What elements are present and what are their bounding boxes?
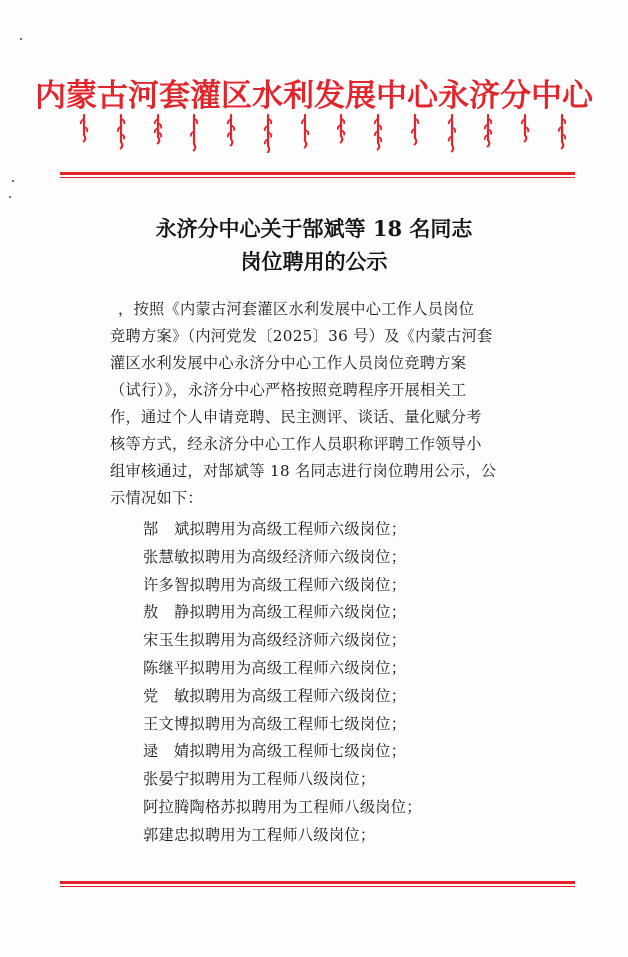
mongolian-word-glyph	[409, 113, 421, 153]
appointment-item: 阿拉腾陶格苏拟聘用为工程师八级岗位；	[143, 797, 422, 816]
appointment-item: 王文博拟聘用为高级工程师七级岗位；	[143, 714, 407, 733]
appointment-item: 党 敏拟聘用为高级工程师六级岗位；	[143, 686, 407, 705]
body-line: 组审核通过，对郜斌等 18 名同志进行岗位聘用公示，公	[110, 462, 497, 480]
mongolian-script-line	[78, 113, 568, 157]
body-line: 示情况如下：	[110, 489, 203, 507]
body-line: （试行）》，永济分中心严格按照竞聘程序开展相关工	[110, 381, 467, 399]
mongolian-word-glyph	[556, 113, 568, 153]
appointment-item: 张慧敏拟聘用为高级经济师六级岗位；	[143, 547, 407, 566]
appointment-item: 许多智拟聘用为高级工程师六级岗位；	[143, 575, 407, 594]
mongolian-word-glyph	[335, 113, 347, 153]
appointment-item: 宋玉生拟聘用为高级经济师六级岗位；	[143, 631, 407, 650]
mongolian-word-glyph	[262, 113, 274, 153]
mongolian-word-glyph	[225, 113, 237, 153]
mongolian-word-glyph	[482, 113, 494, 153]
appointment-item: 逯 婧拟聘用为高级工程师七级岗位；	[143, 742, 407, 761]
mongolian-word-glyph	[115, 113, 127, 153]
body-line: ，按照《内蒙古河套灌区水利发展中心工作人员岗位	[118, 300, 475, 318]
letterhead-rule-thin	[60, 177, 575, 178]
appointment-item: 郭建忠拟聘用为工程师八级岗位；	[143, 825, 376, 844]
org-letterhead-title: 内蒙古河套灌区水利发展中心永济分中心	[35, 78, 593, 114]
body-line: 竞聘方案》（内河党发〔2025〕36 号）及《内蒙古河套	[110, 327, 493, 345]
body-line: 灌区水利发展中心永济分中心工作人员岗位竞聘方案	[110, 354, 467, 372]
appointment-item: 陈继平拟聘用为高级工程师六级岗位；	[143, 658, 407, 677]
mongolian-word-glyph	[446, 113, 458, 153]
mongolian-word-glyph	[78, 113, 90, 153]
footer-rule-thin	[60, 886, 575, 887]
scan-speck	[12, 180, 14, 182]
document-body	[110, 296, 530, 512]
mongolian-word-glyph	[299, 113, 311, 153]
mongolian-word-glyph	[372, 113, 384, 153]
letterhead-rule-thick	[60, 172, 575, 175]
appointment-item: 郜 斌拟聘用为高级工程师六级岗位；	[143, 520, 407, 538]
mongolian-word-glyph	[519, 113, 531, 153]
body-line: 核等方式，经永济分中心工作人员职称评聘工作领导小	[110, 435, 482, 453]
footer-rule-thick	[60, 881, 575, 884]
scan-speck	[20, 38, 22, 40]
appointment-item: 敖 静拟聘用为高级工程师六级岗位；	[143, 603, 407, 622]
appointment-item: 张晏宁拟聘用为工程师八级岗位；	[143, 770, 376, 789]
body-line: 作，通过个人申请竞聘、民主测评、谈话、量化赋分考	[110, 408, 482, 426]
scan-speck	[9, 196, 11, 198]
document-title-line-2: 岗位聘用的公示	[240, 249, 388, 274]
appointment-list	[143, 516, 422, 850]
document-title-line-1: 永济分中心关于郜斌等 18 名同志	[155, 216, 473, 241]
mongolian-word-glyph	[188, 113, 200, 153]
mongolian-word-glyph	[152, 113, 164, 153]
